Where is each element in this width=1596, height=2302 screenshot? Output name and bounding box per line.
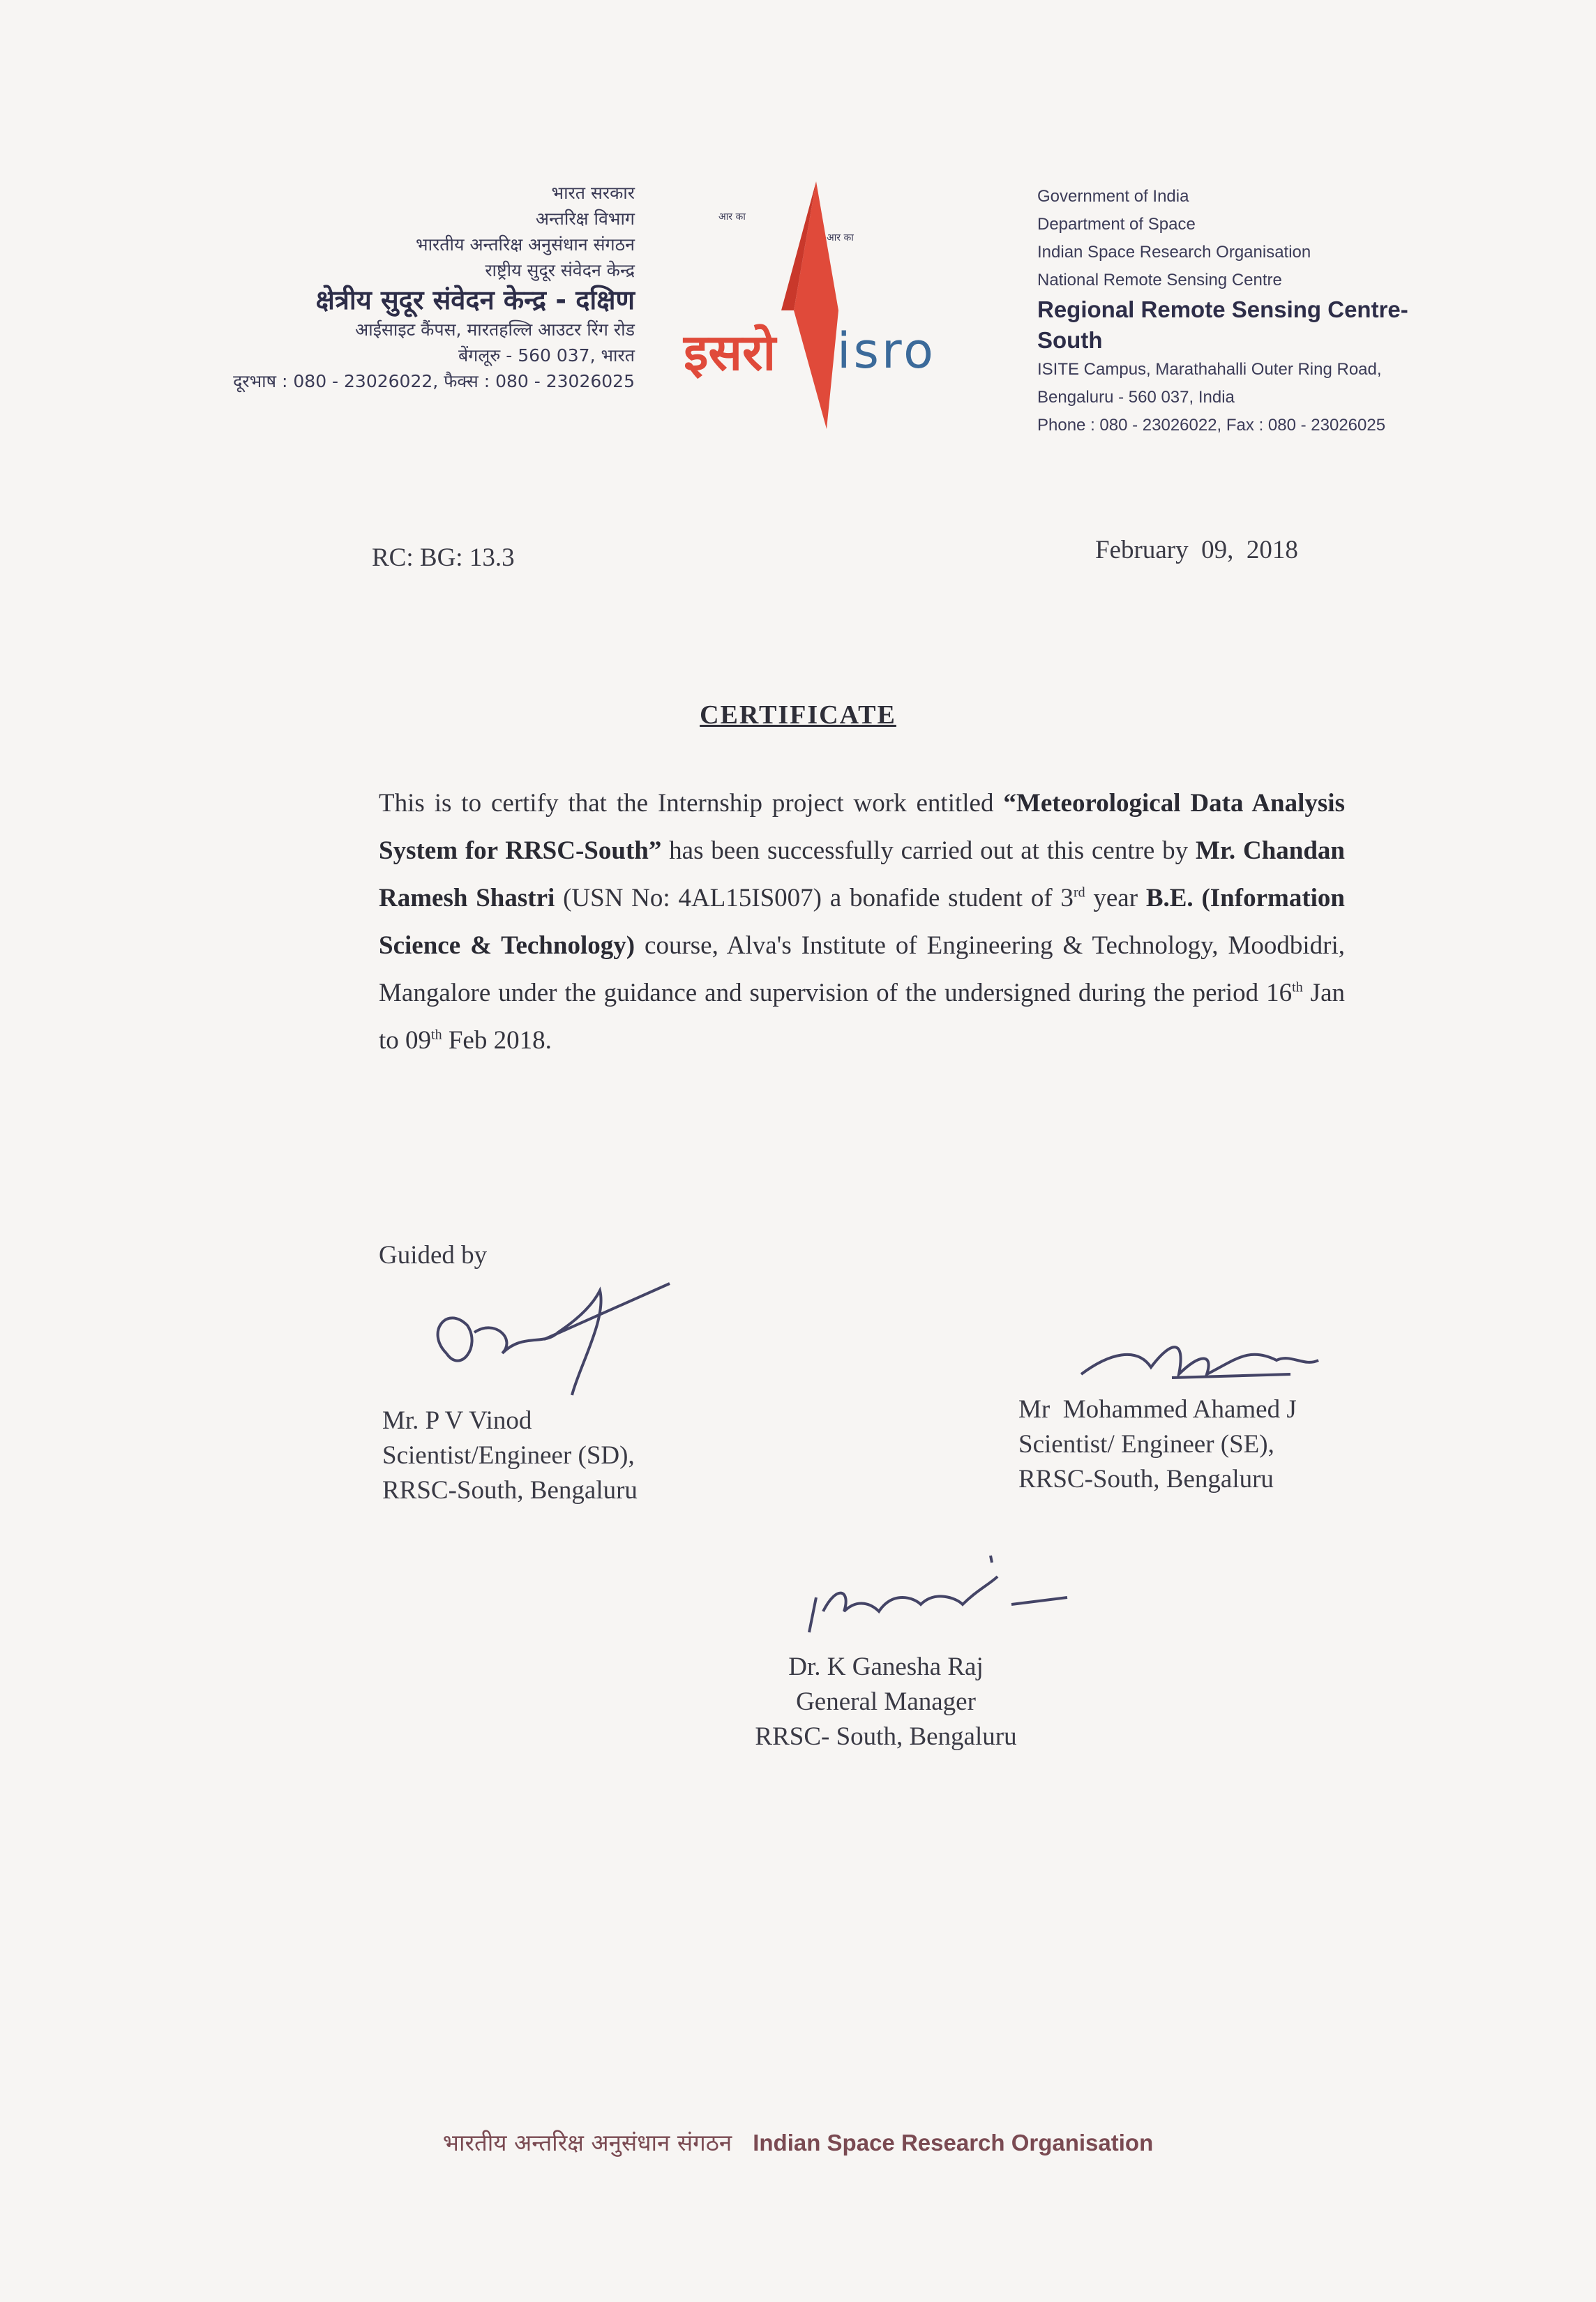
hindi-line: अन्तरिक्ष विभाग [535,209,635,229]
year-suffix: rd [1073,885,1085,901]
signatory-org: RRSC-South, Bengaluru [1018,1465,1274,1494]
footer-english: Indian Space Research Organisation [753,2130,1154,2156]
student-name: Mr. Chandan Ramesh Shastri [379,836,1346,912]
course-name: B.E. (Information Science & Technology) [379,884,1345,960]
hindi-line: राष्ट्रीय सुदूर संवेदन केन्द्र [485,260,635,280]
letterhead-hindi [174,180,635,394]
signatory-name: Mr. P V Vinod [382,1406,532,1435]
footer-hindi: भारतीय अन्तरिक्ष अनुसंधान संगठन [442,2129,732,2156]
isro-logo [677,178,956,436]
logo-hindi-text: इसरो [684,323,776,382]
project-title: “Meteorological Data Analysis System for RRSC-South” [379,789,1345,865]
logo-small-left-text: आर का [718,211,746,223]
footer [0,2126,1596,2158]
letterhead-english [1037,183,1470,439]
signature-ahamed [1067,1325,1346,1402]
signatory-designation: Scientist/Engineer (SD), [382,1441,635,1470]
signatory-name: Dr. K Ganesha Raj [788,1653,984,1681]
body-text: Jan to 09 [379,979,1345,1055]
english-address: Bengaluru - 560 037, India [1037,388,1235,407]
body-text: Feb 2018. [442,1026,552,1055]
english-address: ISITE Campus, Marathahalli Outer Ring Road, [1037,360,1382,379]
letter-date: February 09, 2018 [1095,536,1298,564]
hindi-address: आईसाइट कैंपस, मारतहल्लि आउटर रिंग रोड [355,319,635,340]
signatory-designation: Scientist/ Engineer (SE), [1018,1430,1274,1459]
english-line: National Remote Sensing Centre [1037,271,1282,289]
logo-small-right-text: आर का [827,232,854,243]
english-phone: Phone : 080 - 23026022, Fax : 080 - 23026025 [1037,416,1386,435]
certificate-title: CERTIFICATE [700,700,896,730]
body-text: This is to certify that the Internship project work entitled [379,789,1004,818]
signatory-ganesha-raj [718,1650,1053,1754]
start-suffix: th [1292,979,1303,995]
english-line: Indian Space Research Organisation [1037,243,1311,262]
signatory-org: RRSC-South, Bengaluru [382,1476,638,1505]
logo-english-text: isro [837,322,936,379]
hindi-line: भारतीय अन्तरिक्ष अनुसंधान संगठन [416,234,635,255]
signatory-vinod [382,1404,638,1508]
guided-by-label: Guided by [379,1241,488,1270]
english-line: Government of India [1037,187,1189,206]
certificate-body [379,780,1345,1065]
signature-ganesha-raj [802,1549,1095,1646]
english-line: Department of Space [1037,215,1196,234]
body-text: (USN No: 4AL15IS007) a bonafide student of 3 [555,884,1074,912]
body-text: course, Alva's Institute of Engineering & Technology, Moodbidri, Mangalore under the guidance and supervision of the undersigned during the period 16 [379,931,1345,1007]
signatory-ahamed [1018,1392,1297,1497]
body-text: year [1085,884,1146,912]
body-text: has been successfully carried out at this centre by [661,836,1196,865]
hindi-address: बेंगलूरु - 560 037, भारत [458,345,635,366]
signatory-designation: General Manager [796,1687,976,1716]
end-suffix: th [431,1027,442,1043]
signature-vinod [419,1277,684,1402]
english-centre-name: Regional Remote Sensing Centre-South [1037,296,1408,353]
reference-number: RC: BG: 13.3 [372,543,515,572]
hindi-line: भारत सरकार [551,183,635,203]
hindi-phone: दूरभाष : 080 - 23026022, फैक्स : 080 - 23026025 [233,371,635,391]
signatory-name: Mr Mohammed Ahamed J [1018,1395,1297,1424]
hindi-centre-name: क्षेत्रीय सुदूर संवेदन केन्द्र - दक्षिण [315,285,635,315]
signatory-org: RRSC- South, Bengaluru [755,1722,1017,1751]
